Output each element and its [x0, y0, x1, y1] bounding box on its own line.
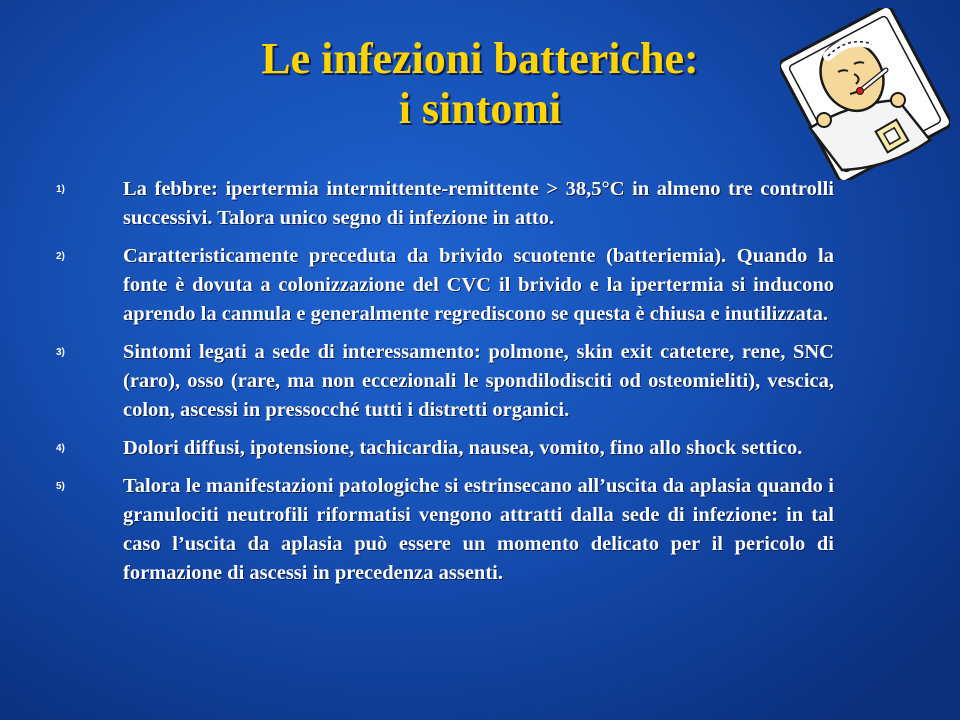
- slide-title: [150, 34, 810, 134]
- list-item-number: 4): [56, 443, 65, 454]
- title-line-1: Le infezioni batteriche:: [261, 34, 699, 83]
- list-item: [56, 472, 834, 588]
- title-line-2: i sintomi: [398, 84, 562, 133]
- list-item: [56, 434, 834, 463]
- list-item-number: 5): [56, 481, 65, 492]
- list-item-number: 2): [56, 251, 65, 262]
- list-item-text: Talora le manifestazioni patologiche si estrinsecano all’uscita da aplasia quando i granulociti neutrofili riformatisi vengono attratti dalla sede di infezione: in tal caso l’uscita da aplasia può essere un momento delicato per il pericolo di formazione di ascessi in precedenza assenti.: [123, 475, 834, 584]
- list-item: [56, 242, 834, 329]
- list-item-number: 1): [56, 184, 65, 195]
- list-item-text: Sintomi legati a sede di interessamento: polmone, skin exit catetere, rene, SNC (raro), osso (rare, ma non eccezionali le spondilodisciti od osteomieliti), vescica, colon, ascessi in pressocché tutti i distretti organici.: [123, 341, 834, 421]
- list-item-text: Caratteristicamente preceduta da brivido scuotente (batteriemia). Quando la fonte è dovuta a colonizzazione del CVC il brivido e la ipertermia si inducono aprendo la cannula e generalmente regrediscono se questa è chiusa e inutilizzata.: [123, 245, 834, 325]
- list-item-number: 3): [56, 347, 65, 358]
- list-item: [56, 338, 834, 425]
- sick-person-thermometer-icon: [780, 8, 950, 180]
- list-item: [56, 175, 834, 233]
- symptom-list: [56, 175, 834, 597]
- list-item-text: Dolori diffusi, ipotensione, tachicardia, nausea, vomito, fino allo shock settico.: [123, 437, 803, 459]
- list-item-text: La febbre: ipertermia intermittente-remittente > 38,5°C in almeno tre controlli successivi. Talora unico segno di infezione in atto.: [123, 178, 834, 229]
